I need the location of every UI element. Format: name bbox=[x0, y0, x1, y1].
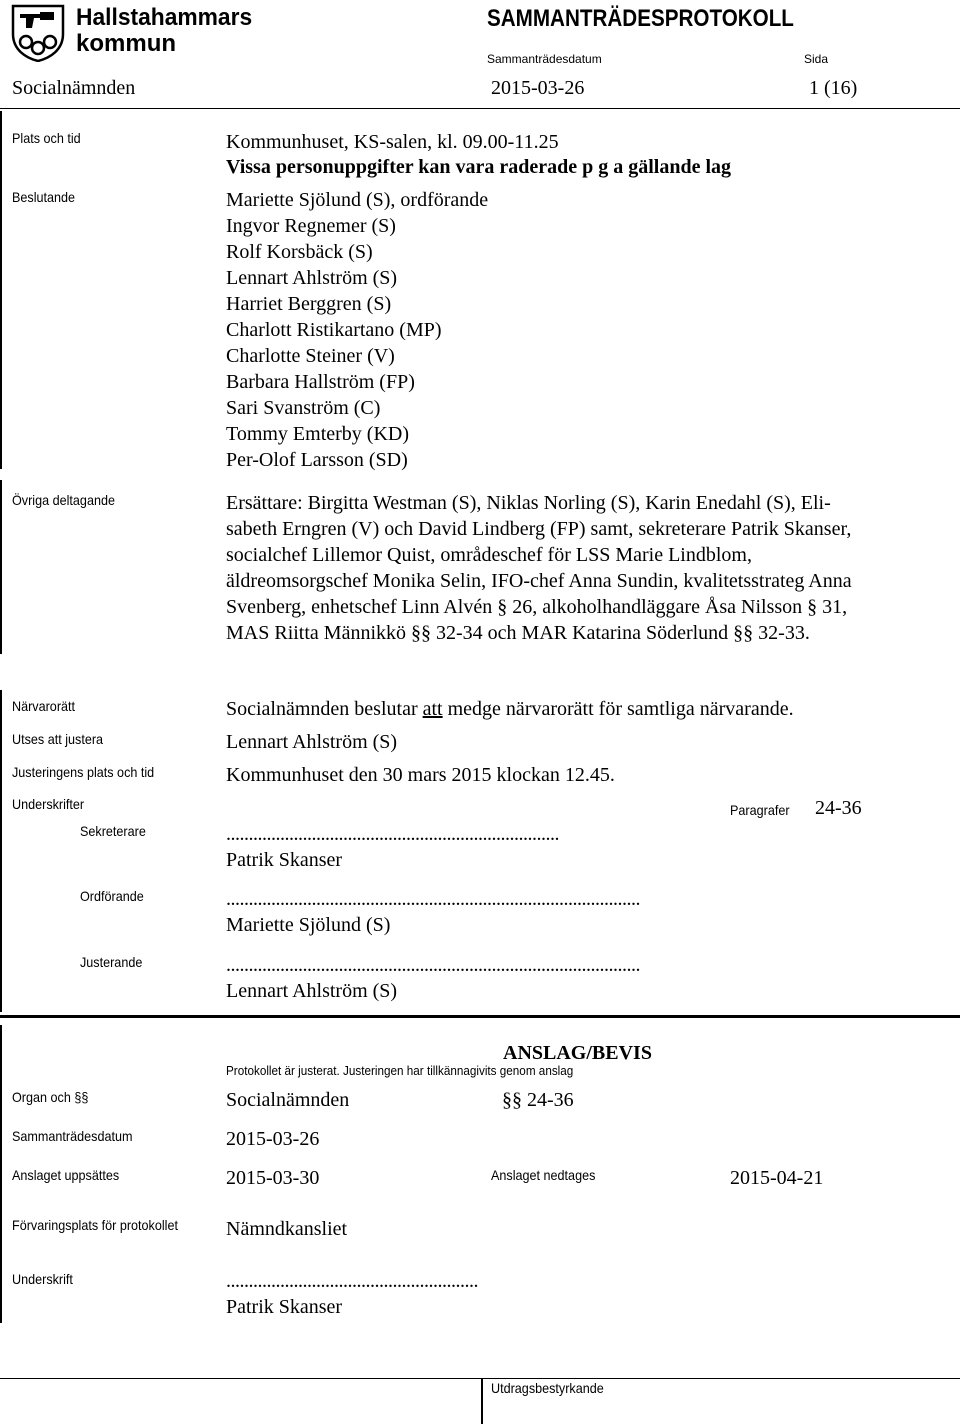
header-divider bbox=[0, 108, 960, 109]
notice-title: ANSLAG/BEVIS bbox=[503, 1042, 652, 1064]
notice-subtitle: Protokollet är justerat. Justeringen har tillkännagivits genom anslag bbox=[226, 1063, 574, 1078]
place-time-label: Plats och tid bbox=[12, 130, 81, 146]
deciding-label: Beslutande bbox=[12, 189, 76, 205]
attendance-decision bbox=[226, 698, 794, 721]
section-left-border bbox=[0, 690, 2, 1012]
notice-signature-line: ........................................................ bbox=[226, 1270, 478, 1292]
date-column-label: Sammanträdesdatum bbox=[487, 52, 602, 66]
org-name-line1: Hallstahammars bbox=[76, 4, 253, 31]
meeting-date: 2015-03-26 bbox=[491, 77, 585, 99]
adjuster-label: Utses att justera bbox=[12, 731, 104, 747]
section-left-border bbox=[0, 111, 2, 469]
adjust-place-label: Justeringens plats och tid bbox=[12, 764, 155, 780]
others-line: sabeth Erngren (V) och David Lindberg (FP) samt, sekreterare Patrik Skanser, bbox=[226, 518, 852, 540]
page-column-label: Sida bbox=[804, 52, 829, 66]
others-line: Svenberg, enhetschef Linn Alvén § 26, alkoholhandläggare Åsa Nilsson § 31, bbox=[226, 596, 848, 618]
section-left-border bbox=[0, 1025, 2, 1323]
adjuster-signature-line: ............................................................................................ bbox=[226, 954, 640, 976]
org-name-line2: kommun bbox=[76, 30, 177, 57]
adjuster-sign-label: Justerande bbox=[80, 954, 143, 970]
storage-label: Förvaringsplats för protokollet bbox=[12, 1217, 178, 1233]
member-item: Tommy Emterby (KD) bbox=[226, 423, 410, 445]
municipal-logo bbox=[10, 4, 278, 62]
others-label: Övriga deltagande bbox=[12, 492, 115, 508]
adjuster-value: Lennart Ahlström (S) bbox=[226, 731, 398, 753]
chair-name: Mariette Sjölund (S) bbox=[226, 914, 391, 936]
privacy-note: Vissa personuppgifter kan vara raderade p g a gällande lag bbox=[226, 156, 732, 178]
attendance-underlined: att bbox=[422, 698, 443, 720]
others-line: äldreomsorgschef Monika Selin, IFO-chef Anna Sundin, kvalitetsstrateg Anna bbox=[226, 570, 852, 592]
chair-signature-line: ............................................................................................ bbox=[226, 888, 640, 910]
chair-label: Ordförande bbox=[80, 888, 144, 904]
secretary-label: Sekreterare bbox=[80, 823, 146, 839]
section-divider bbox=[0, 1015, 960, 1018]
footer-column-divider bbox=[481, 1378, 483, 1424]
member-item: Charlotte Steiner (V) bbox=[226, 345, 395, 367]
removed-value: 2015-04-21 bbox=[730, 1167, 824, 1189]
others-line: MAS Riitta Männikkö §§ 32-34 och MAR Katarina Söderlund §§ 32-33. bbox=[226, 622, 810, 644]
paragraphs-value: 24-36 bbox=[815, 797, 862, 819]
member-item: Harriet Berggren (S) bbox=[226, 293, 392, 315]
notice-date-value: 2015-03-26 bbox=[226, 1128, 320, 1150]
notice-date-label: Sammanträdesdatum bbox=[12, 1128, 133, 1144]
organ-label: Organ och §§ bbox=[12, 1089, 89, 1105]
attendance-label: Närvarorätt bbox=[12, 698, 76, 714]
place-time-value: Kommunhuset, KS-salen, kl. 09.00-11.25 bbox=[226, 131, 559, 153]
member-item: Ingvor Regnemer (S) bbox=[226, 215, 396, 237]
adjust-place-value: Kommunhuset den 30 mars 2015 klockan 12.45. bbox=[226, 764, 615, 786]
committee-name: Socialnämnden bbox=[12, 77, 136, 99]
adjuster-sign-name: Lennart Ahlström (S) bbox=[226, 980, 398, 1002]
paragraphs-label: Paragrafer bbox=[730, 802, 790, 818]
others-list bbox=[226, 490, 852, 646]
posted-label: Anslaget uppsättes bbox=[12, 1167, 120, 1183]
document-type: SAMMANTRÄDESPROTOKOLL bbox=[487, 5, 794, 32]
attendance-text-end: medge närvarorätt för samtliga närvarande. bbox=[442, 698, 794, 720]
extract-certification-label: Utdragsbestyrkande bbox=[491, 1380, 604, 1396]
others-line: socialchef Lillemor Quist, områdeschef för LSS Marie Lindblom, bbox=[226, 544, 752, 566]
posted-value: 2015-03-30 bbox=[226, 1167, 320, 1189]
organ-value: Socialnämnden bbox=[226, 1089, 350, 1111]
footer-divider bbox=[0, 1378, 960, 1379]
organ-paragraphs: §§ 24-36 bbox=[502, 1089, 574, 1111]
secretary-signature-line: .......................................................................... bbox=[226, 823, 559, 845]
storage-value: Nämndkansliet bbox=[226, 1218, 348, 1240]
others-line: Ersättare: Birgitta Westman (S), Niklas Norling (S), Karin Enedahl (S), Eli- bbox=[226, 492, 831, 514]
member-item: Rolf Korsbäck (S) bbox=[226, 241, 373, 263]
signatures-label: Underskrifter bbox=[12, 796, 85, 812]
coat-of-arms-icon bbox=[10, 4, 66, 62]
member-item: Mariette Sjölund (S), ordförande bbox=[226, 189, 489, 211]
page-number: 1 (16) bbox=[809, 77, 858, 99]
member-item: Charlott Ristikartano (MP) bbox=[226, 319, 442, 341]
member-item: Per-Olof Larsson (SD) bbox=[226, 449, 408, 471]
member-item: Barbara Hallström (FP) bbox=[226, 371, 415, 393]
member-item: Sari Svanström (C) bbox=[226, 397, 381, 419]
signature-label: Underskrift bbox=[12, 1271, 73, 1287]
notice-signature-name: Patrik Skanser bbox=[226, 1296, 343, 1318]
secretary-name: Patrik Skanser bbox=[226, 849, 343, 871]
member-item: Lennart Ahlström (S) bbox=[226, 267, 398, 289]
removed-label: Anslaget nedtages bbox=[491, 1167, 596, 1183]
attendance-text: Socialnämnden beslutar bbox=[226, 698, 423, 720]
section-left-border bbox=[0, 480, 2, 654]
deciding-members-list bbox=[226, 187, 488, 473]
